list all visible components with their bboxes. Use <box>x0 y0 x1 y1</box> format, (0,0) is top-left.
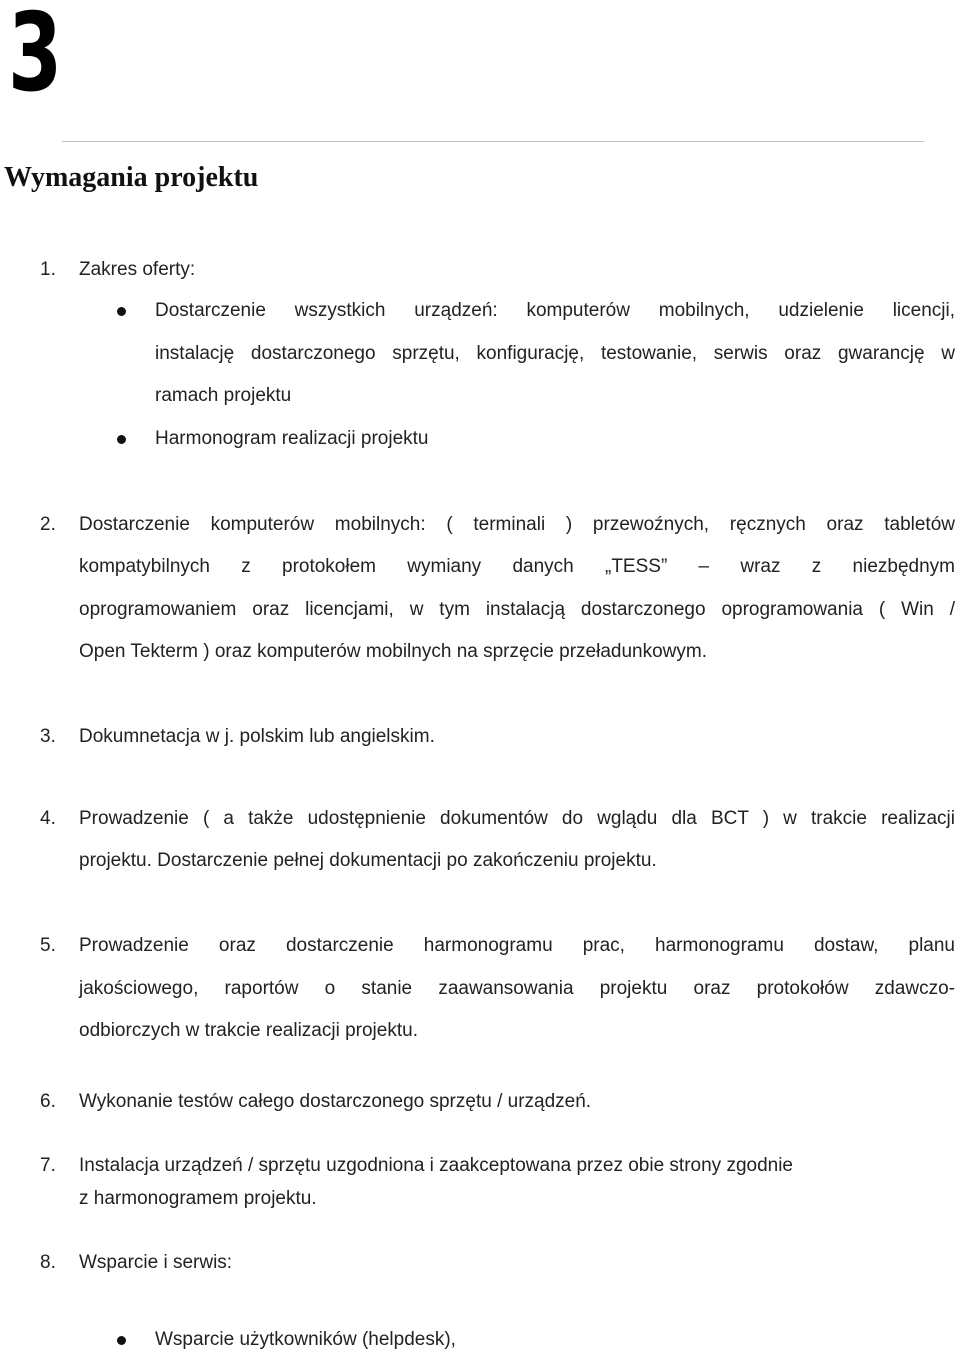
item-text-line: kompatybilnych z protokołem wymiany danych „TESS” – wraz z niezbędnym <box>79 556 955 577</box>
bullet-icon <box>117 435 126 444</box>
item-text-line: Wykonanie testów całego dostarczonego sprzętu / urządzeń. <box>79 1091 592 1112</box>
bullet-icon <box>117 307 126 316</box>
bullet-text-line: ramach projektu <box>155 385 292 406</box>
item-text-line: odbiorczych w trakcie realizacji projektu. <box>79 1020 418 1041</box>
item-number: 7. <box>40 1155 56 1176</box>
item-text-line: Open Tekterm ) oraz komputerów mobilnych na sprzęcie przeładunkowym. <box>79 641 707 662</box>
item-text-line: Prowadzenie ( a także udostępnienie dokumentów do wglądu dla BCT ) w trakcie realizacji <box>79 808 955 829</box>
item-number: 8. <box>40 1252 56 1273</box>
bullet-text-line: Wsparcie użytkowników (helpdesk), <box>155 1329 456 1350</box>
item-text-line: projektu. Dostarczenie pełnej dokumentacji po zakończeniu projektu. <box>79 850 657 871</box>
item-number: 2. <box>40 514 56 535</box>
item-number: 6. <box>40 1091 56 1112</box>
item-text-line: jakościowego, raportów o stanie zaawansowania projektu oraz protokołów zdawczo- <box>79 978 955 999</box>
item-number: 5. <box>40 935 56 956</box>
item-text-line: Dostarczenie komputerów mobilnych: ( terminali ) przewoźnych, ręcznych oraz tabletów <box>79 514 955 535</box>
item-number: 3. <box>40 726 56 747</box>
item-number: 4. <box>40 808 56 829</box>
item-text-line: Prowadzenie oraz dostarczenie harmonogramu prac, harmonogramu dostaw, planu <box>79 935 955 956</box>
item-label: Zakres oferty: <box>79 259 196 280</box>
item-text-line: z harmonogramem projektu. <box>79 1188 317 1209</box>
chapter-number: 3 <box>8 0 61 116</box>
bullet-text-line: Dostarczenie wszystkich urządzeń: komputerów mobilnych, udzielenie licencji, <box>155 300 955 321</box>
item-label: Wsparcie i serwis: <box>79 1252 233 1273</box>
page-title: Wymagania projektu <box>4 162 259 193</box>
item-number: 1. <box>40 259 56 280</box>
bullet-text-line: instalację dostarczonego sprzętu, konfigurację, testowanie, serwis oraz gwarancję w <box>155 343 955 364</box>
bullet-text-line: Harmonogram realizacji projektu <box>155 428 429 449</box>
item-text-line: Instalacja urządzeń / sprzętu uzgodniona i zaakceptowana przez obie strony zgodnie <box>79 1155 793 1176</box>
bullet-icon <box>117 1336 126 1345</box>
item-text-line: Dokumnetacja w j. polskim lub angielskim. <box>79 726 435 747</box>
item-text-line: oprogramowaniem oraz licencjami, w tym instalacją dostarczonego oprogramowania ( Win / <box>79 599 955 620</box>
chapter-divider <box>62 141 924 142</box>
